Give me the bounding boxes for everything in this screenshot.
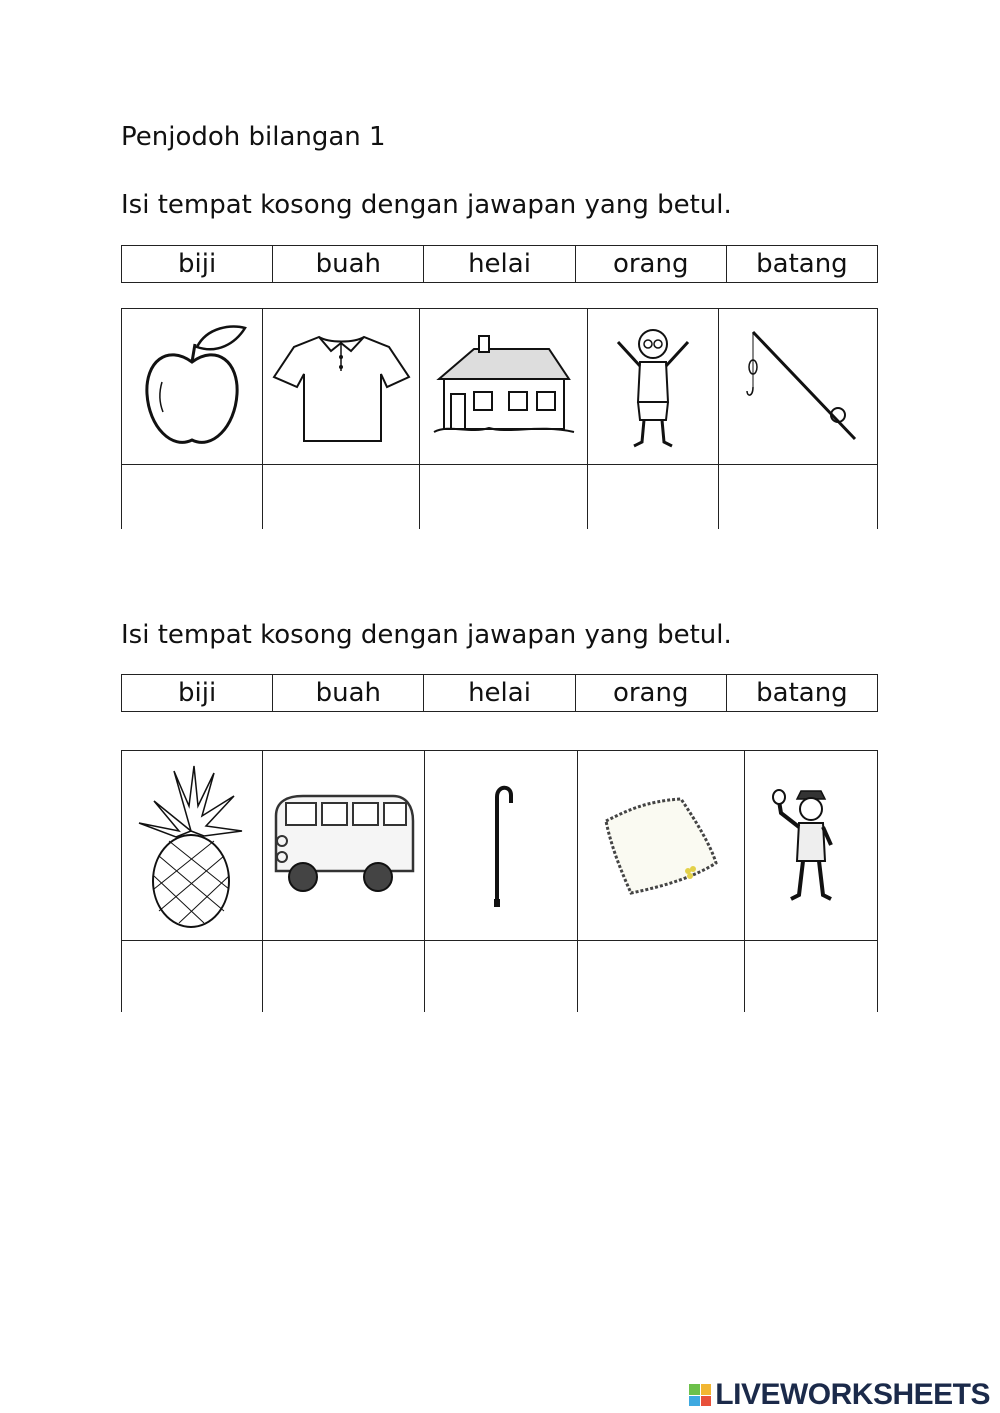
answer-box[interactable] — [745, 941, 877, 1012]
apple-cell — [122, 309, 263, 464]
word-bank-2-item: biji — [122, 675, 273, 711]
van-cell — [263, 751, 426, 940]
boy-cell — [588, 309, 719, 464]
pineapple-cell — [122, 751, 263, 940]
word-bank-2-item: buah — [273, 675, 424, 711]
pineapple-icon — [134, 761, 249, 931]
answer-box[interactable] — [263, 941, 426, 1012]
answer-box[interactable] — [263, 465, 420, 529]
cane-cell — [425, 751, 578, 940]
picture-row-1 — [122, 309, 877, 465]
answer-box[interactable] — [420, 465, 588, 529]
answer-box[interactable] — [425, 941, 578, 1012]
policeman-icon — [771, 783, 851, 908]
instruction-1: Isi tempat kosong dengan jawapan yang betul. — [121, 190, 732, 220]
answer-box[interactable] — [578, 941, 746, 1012]
answer-box[interactable] — [122, 941, 263, 1012]
policeman-cell — [745, 751, 877, 940]
answer-row-2 — [122, 941, 877, 1012]
brand-name: LIVEWORKSHEETS — [715, 1378, 990, 1411]
word-bank-1-item: biji — [122, 246, 273, 282]
word-bank-2-item: helai — [424, 675, 575, 711]
van-icon — [268, 791, 418, 901]
fishing-rod-cell — [719, 309, 877, 464]
word-bank-2-item: orang — [576, 675, 727, 711]
word-bank-2 — [121, 674, 878, 712]
picture-grid-2 — [121, 750, 878, 1012]
word-bank-1-item: batang — [756, 249, 848, 279]
picture-row-2 — [122, 751, 877, 941]
answer-box[interactable] — [588, 465, 719, 529]
handkerchief-icon — [596, 791, 726, 901]
house-icon — [429, 334, 579, 439]
boy-icon — [608, 322, 698, 452]
apple-icon — [137, 322, 247, 452]
liveworksheets-logo — [689, 1378, 990, 1412]
fishing-rod-icon — [733, 327, 863, 447]
word-bank-2-item: batang — [756, 678, 848, 708]
house-cell — [420, 309, 588, 464]
liveworksheets-logo-icon — [689, 1384, 711, 1406]
worksheet-title: Penjodoh bilangan 1 — [121, 122, 386, 152]
picture-grid-1 — [121, 308, 878, 529]
shirt-icon — [269, 329, 414, 444]
answer-box[interactable] — [719, 465, 877, 529]
word-bank-1-item: helai — [424, 246, 575, 282]
word-bank-1-item: orang — [576, 246, 727, 282]
walking-cane-icon — [481, 781, 521, 911]
instruction-2: Isi tempat kosong dengan jawapan yang betul. — [121, 620, 732, 650]
handkerchief-cell — [578, 751, 746, 940]
answer-row-1 — [122, 465, 877, 529]
word-bank-1 — [121, 245, 878, 283]
answer-box[interactable] — [122, 465, 263, 529]
word-bank-1-item: buah — [273, 246, 424, 282]
shirt-cell — [263, 309, 420, 464]
